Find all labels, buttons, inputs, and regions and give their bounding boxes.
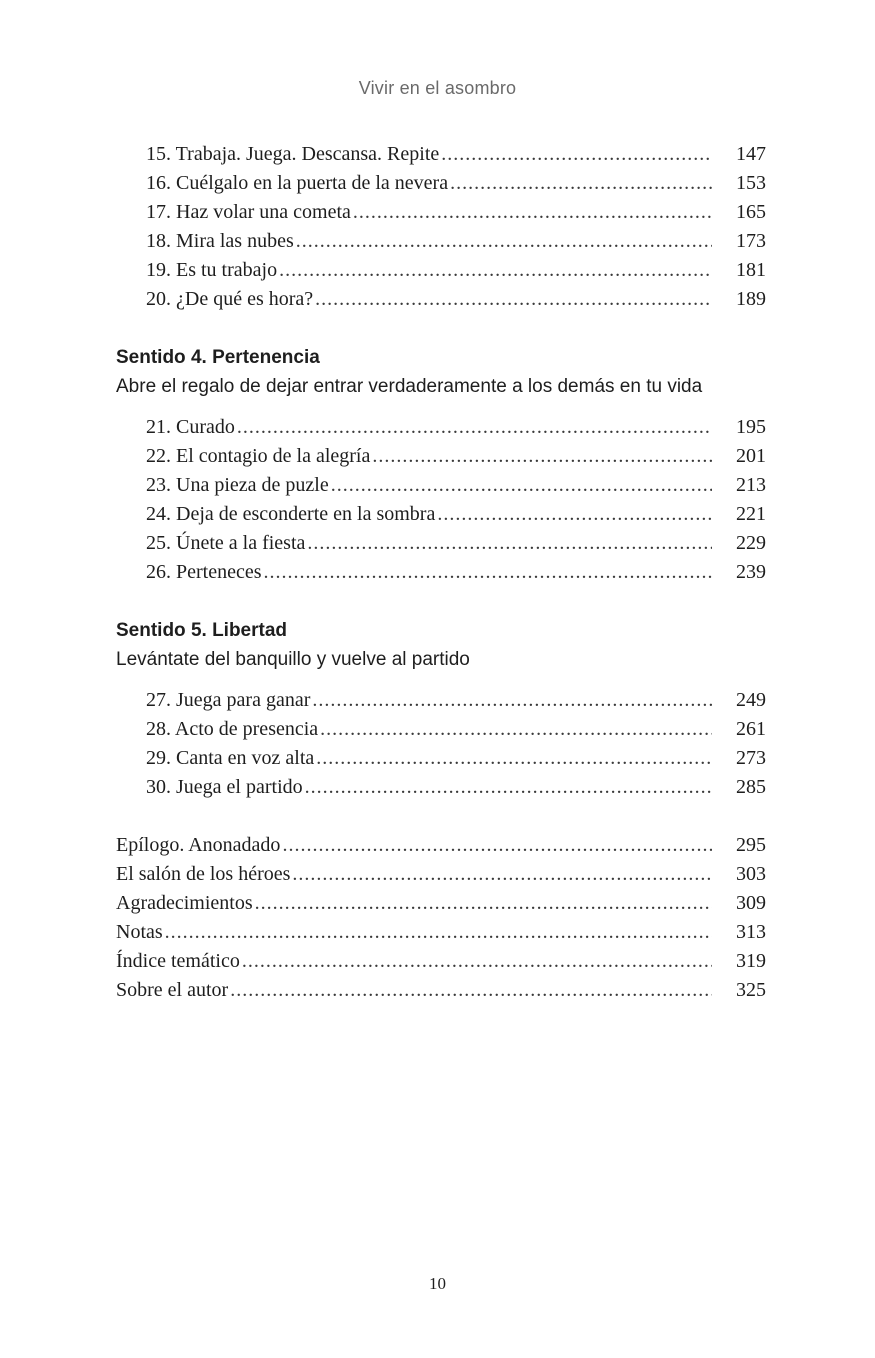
toc-entry-page: 325 [736,979,766,1001]
toc-entry-page: 165 [736,201,766,223]
toc-entry-title: 15. Trabaja. Juega. Descansa. Repite [146,143,440,165]
toc-entry-title: Agradecimientos [116,892,253,914]
toc-entry[interactable] [116,686,766,715]
toc-entry[interactable] [116,413,766,442]
toc-entry-page: 153 [736,172,766,194]
dot-leader [292,860,712,889]
toc-entry-page: 221 [736,503,766,525]
dot-leader [282,831,712,860]
toc-entry-page: 313 [736,921,766,943]
dot-leader [237,413,712,442]
toc-entry[interactable] [116,773,766,802]
toc-entry-page: 303 [736,863,766,885]
running-head: Vivir en el asombro [358,78,517,98]
section-heading: Sentido 4. Pertenencia [116,347,320,368]
toc-entry-title: Índice temático [116,950,240,972]
dot-leader [230,976,712,1005]
toc-entry-page: 229 [736,532,766,554]
toc-entry-page: 295 [736,834,766,856]
dot-leader [353,198,712,227]
table-of-contents [116,140,766,1005]
toc-entry[interactable] [116,140,766,169]
toc-entry[interactable] [116,198,766,227]
dot-leader [437,500,712,529]
toc-entry-title: 22. El contagio de la alegría [146,445,371,467]
section-heading: Sentido 5. Libertad [116,620,288,641]
toc-entry-title: 27. Juega para ganar [146,689,311,711]
toc-entry-page: 181 [736,259,766,281]
toc-entry-title: El salón de los héroes [116,863,291,885]
toc-entry-title: 26. Perteneces [146,561,262,583]
dot-leader [242,947,712,976]
toc-entry-page: 261 [736,718,766,740]
section-subtitle: Abre el regalo de dejar entrar verdaderamente a los demás en tu vida [116,376,703,397]
toc-entry[interactable] [116,169,766,198]
toc-entry[interactable] [116,285,766,314]
toc-entry-page: 273 [736,747,766,769]
toc-entry[interactable] [116,471,766,500]
dot-leader [372,442,712,471]
toc-entry[interactable] [116,500,766,529]
toc-entry-title: 18. Mira las nubes [146,230,294,252]
dot-leader [315,285,712,314]
toc-group-back-matter [116,831,766,1005]
toc-entry-page: 173 [736,230,766,252]
toc-group-sentido-4 [116,343,766,587]
toc-entry-title: 17. Haz volar una cometa [146,201,351,223]
toc-entry[interactable] [116,947,766,976]
dot-leader [307,529,712,558]
toc-entry[interactable] [116,529,766,558]
toc-group-continuation [116,140,766,314]
toc-entry-title: Notas [116,921,163,943]
dot-leader [316,744,712,773]
dot-leader [331,471,712,500]
toc-entry-page: 195 [736,416,766,438]
toc-entry[interactable] [116,442,766,471]
toc-group-sentido-5 [116,616,766,802]
toc-entry[interactable] [116,744,766,773]
toc-entry-title: 21. Curado [146,416,235,438]
toc-entry-title: 16. Cuélgalo en la puerta de la nevera [146,172,449,194]
toc-entry[interactable] [116,831,766,860]
toc-entry[interactable] [116,860,766,889]
dot-leader [165,918,712,947]
toc-entry-title: 19. Es tu trabajo [146,259,278,281]
toc-entry-title: Sobre el autor [116,979,229,1001]
toc-entry-page: 213 [736,474,766,496]
dot-leader [305,773,712,802]
toc-entry-page: 319 [736,950,766,972]
dot-leader [264,558,712,587]
dot-leader [441,140,712,169]
toc-entry[interactable] [116,715,766,744]
toc-entry[interactable] [116,918,766,947]
toc-entry[interactable] [116,889,766,918]
toc-entry[interactable] [116,256,766,285]
toc-entry-title: 23. Una pieza de puzle [146,474,329,496]
toc-entry-page: 249 [736,689,766,711]
toc-entry[interactable] [116,976,766,1005]
dot-leader [312,686,712,715]
dot-leader [320,715,712,744]
dot-leader [255,889,712,918]
toc-entry-page: 147 [736,143,766,165]
toc-entry-page: 285 [736,776,766,798]
dot-leader [279,256,712,285]
toc-entry-page: 239 [736,561,766,583]
toc-entry-title: 25. Únete a la fiesta [146,532,306,554]
toc-entry-page: 309 [736,892,766,914]
page-number: 10 [429,1274,446,1293]
toc-entry-title: Epílogo. Anonadado [116,834,281,856]
toc-entry-page: 201 [736,445,766,467]
dot-leader [450,169,712,198]
section-subtitle: Levántate del banquillo y vuelve al partido [116,649,470,670]
toc-entry[interactable] [116,227,766,256]
toc-entry-title: 24. Deja de esconderte en la sombra [146,503,436,525]
toc-entry-page: 189 [736,288,766,310]
toc-entry-title: 20. ¿De qué es hora? [146,288,314,310]
toc-entry-title: 29. Canta en voz alta [146,747,315,769]
dot-leader [296,227,712,256]
toc-entry-title: 28. Acto de presencia [146,718,319,740]
toc-entry[interactable] [116,558,766,587]
toc-entry-title: 30. Juega el partido [146,776,303,798]
